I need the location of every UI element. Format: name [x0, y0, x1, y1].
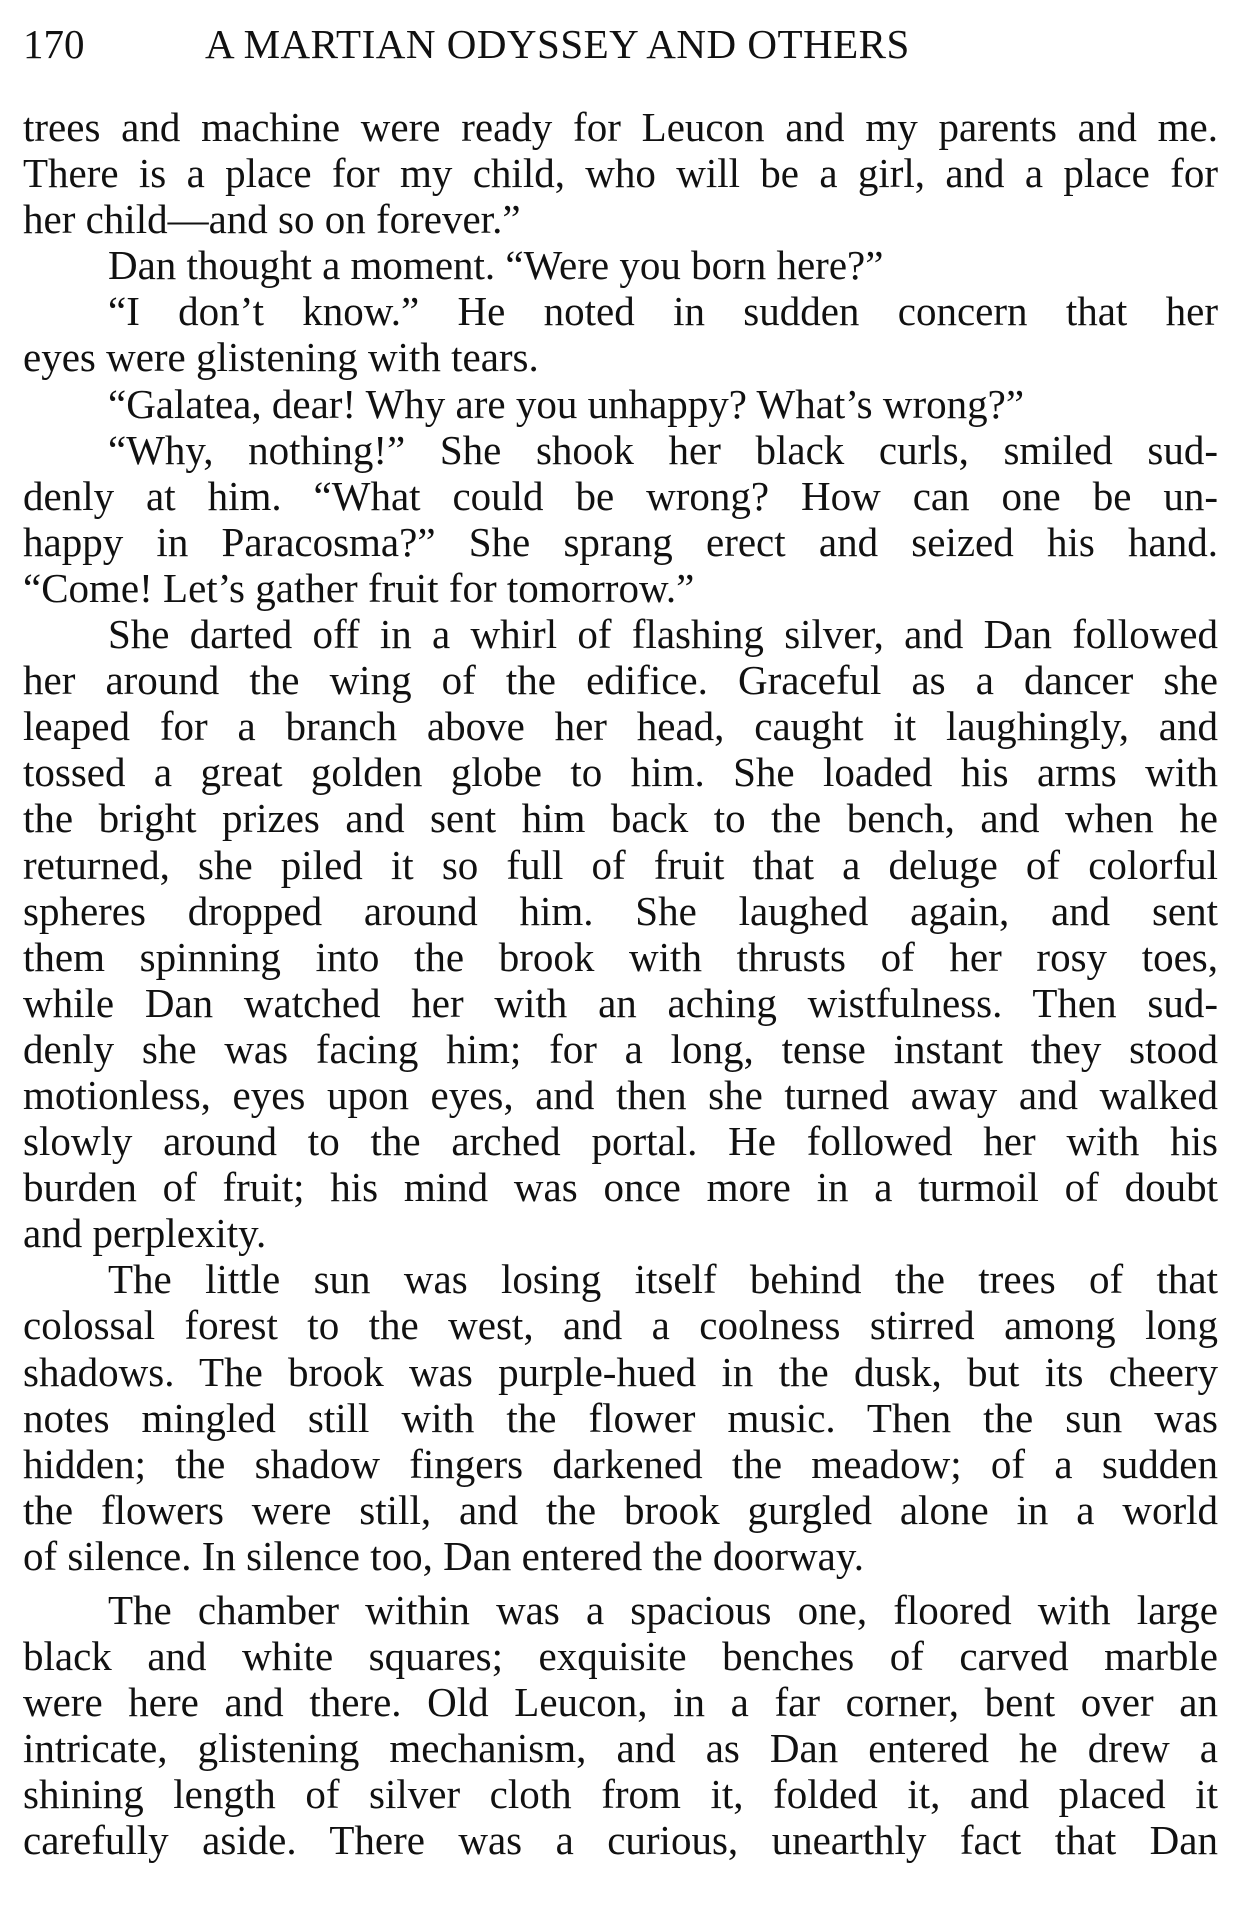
text-line: carefully aside. There was a curious, unearthly fact that Dan — [23, 1817, 1218, 1864]
text-line: intricate, glistening mechanism, and as Dan entered he drew a — [23, 1725, 1218, 1772]
text-line: burden of fruit; his mind was once more in a turmoil of doubt — [23, 1164, 1218, 1211]
text-line: “Galatea, dear! Why are you unhappy? What’s wrong?” — [108, 380, 1025, 427]
text-line: denly she was facing him; for a long, tense instant they stood — [23, 1025, 1218, 1072]
text-line: shining length of silver cloth from it, folded it, and placed it — [23, 1771, 1218, 1818]
text-line: slowly around to the arched portal. He followed her with his — [23, 1118, 1218, 1165]
text-line: “Come! Let’s gather fruit for tomorrow.” — [23, 564, 695, 611]
text-line: “Why, nothing!” She shook her black curls, smiled sud- — [108, 426, 1218, 473]
text-line: The chamber within was a spacious one, floored with large — [108, 1587, 1218, 1633]
text-line: her child—and so on forever.” — [23, 196, 521, 243]
text-line: tossed a great golden globe to him. She loaded his arms with — [23, 749, 1218, 796]
body-text — [23, 104, 1218, 1864]
text-line: black and white squares; exquisite benches of carved marble — [23, 1633, 1218, 1680]
text-line: while Dan watched her with an aching wistfulness. Then sud- — [23, 979, 1218, 1026]
text-line: There is a place for my child, who will be a girl, and a place for — [23, 150, 1218, 197]
text-line: happy in Paracosma?” She sprang erect and seized his hand. — [23, 518, 1218, 565]
text-line: She darted off in a whirl of flashing silver, and Dan followed — [108, 611, 1218, 658]
text-line: leaped for a branch above her head, caught it laughingly, and — [23, 703, 1218, 750]
running-head — [23, 14, 1218, 74]
text-line: spheres dropped around him. She laughed again, and sent — [23, 887, 1218, 934]
page-number: 170 — [23, 21, 85, 67]
text-line: the flowers were still, and the brook gurgled alone in a world — [23, 1486, 1218, 1533]
text-line: the bright prizes and sent him back to the bench, and when he — [23, 795, 1218, 842]
text-line: her around the wing of the edifice. Graceful as a dancer she — [23, 657, 1218, 704]
text-line: The little sun was losing itself behind the trees of that — [108, 1256, 1218, 1303]
text-line: eyes were glistening with tears. — [23, 334, 539, 381]
text-line: Dan thought a moment. “Were you born here?” — [108, 242, 884, 289]
text-line: of silence. In silence too, Dan entered the doorway. — [23, 1532, 864, 1579]
text-line: colossal forest to the west, and a coolness stirred among long — [23, 1302, 1218, 1349]
text-line: shadows. The brook was purple-hued in the dusk, but its cheery — [23, 1348, 1218, 1395]
text-line: motionless, eyes upon eyes, and then she turned away and walked — [23, 1071, 1218, 1118]
text-line: denly at him. “What could be wrong? How can one be un- — [23, 472, 1218, 519]
text-line: and perplexity. — [23, 1210, 267, 1257]
text-line: notes mingled still with the flower music. Then the sun was — [23, 1394, 1218, 1441]
text-line: trees and machine were ready for Leucon and my parents and me. — [23, 104, 1218, 150]
text-line: returned, she piled it so full of fruit that a deluge of colorful — [23, 841, 1218, 888]
text-line: hidden; the shadow fingers darkened the meadow; of a sudden — [23, 1440, 1218, 1487]
text-line: “I don’t know.” He noted in sudden concern that her — [108, 288, 1218, 335]
text-line: were here and there. Old Leucon, in a far corner, bent over an — [23, 1679, 1218, 1726]
book-title: A MARTIAN ODYSSEY AND OTHERS — [205, 21, 910, 67]
text-line: them spinning into the brook with thrusts of her rosy toes, — [23, 933, 1218, 980]
